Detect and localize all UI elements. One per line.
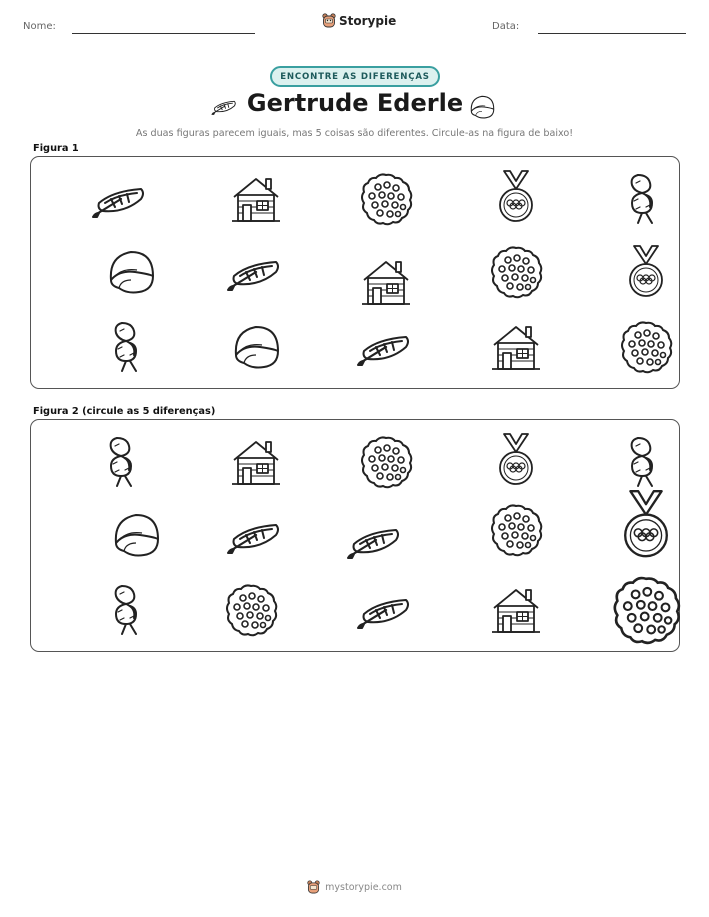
date-line[interactable] <box>538 33 686 34</box>
boat-icon[interactable] <box>226 505 286 565</box>
footer <box>0 880 709 895</box>
name-line[interactable] <box>72 33 255 34</box>
sponge-icon[interactable] <box>356 169 416 229</box>
medal-icon[interactable] <box>486 430 546 490</box>
figure1-label: Figura 1 <box>33 143 79 154</box>
sponge-icon[interactable] <box>221 580 281 640</box>
rope-icon[interactable] <box>612 432 672 492</box>
figure2-label: Figura 2 (circule as 5 diferenças) <box>33 406 216 417</box>
swim-cap-icon[interactable] <box>226 317 286 377</box>
cabin-icon[interactable] <box>226 169 286 229</box>
boat-icon[interactable] <box>356 580 416 640</box>
date-label: Data: <box>492 21 520 32</box>
bear-logo-icon <box>322 13 336 29</box>
cabin-icon[interactable] <box>486 317 546 377</box>
boat-icon[interactable] <box>226 242 286 302</box>
medal-icon[interactable] <box>607 486 685 564</box>
rope-icon[interactable] <box>96 580 156 640</box>
cabin-icon[interactable] <box>486 580 546 640</box>
rope-icon[interactable] <box>91 432 151 492</box>
instructions: As duas figuras parecem iguais, mas 5 coisas são diferentes. Circule-as na figura de baixo! <box>135 128 574 139</box>
activity-badge: ENCONTRE AS DIFERENÇAS <box>270 66 440 87</box>
footer-url[interactable]: mystorypie.com <box>325 882 402 893</box>
title-swim-cap-icon <box>466 91 498 123</box>
rope-icon[interactable] <box>612 169 672 229</box>
boat-icon[interactable] <box>356 317 416 377</box>
brand-logo <box>322 13 396 29</box>
swim-cap-icon[interactable] <box>106 505 166 565</box>
cabin-icon[interactable] <box>356 252 416 312</box>
sponge-icon[interactable] <box>356 432 416 492</box>
medal-icon[interactable] <box>616 242 676 302</box>
footer-bear-icon <box>307 880 320 895</box>
sponge-icon[interactable] <box>486 242 546 302</box>
boat-icon[interactable] <box>91 169 151 229</box>
figure2-panel <box>30 419 680 652</box>
rope-icon[interactable] <box>96 317 156 377</box>
sponge-icon[interactable] <box>607 571 685 649</box>
name-label: Nome: <box>23 21 56 32</box>
sponge-icon[interactable] <box>486 500 546 560</box>
figure1-panel <box>30 156 680 389</box>
boat-icon[interactable] <box>346 510 406 570</box>
medal-icon[interactable] <box>486 167 546 227</box>
cabin-icon[interactable] <box>226 432 286 492</box>
swim-cap-icon[interactable] <box>101 242 161 302</box>
page-title: Gertrude Ederle <box>246 89 464 117</box>
brand-name: Storypie <box>339 14 397 28</box>
sponge-icon[interactable] <box>616 317 676 377</box>
